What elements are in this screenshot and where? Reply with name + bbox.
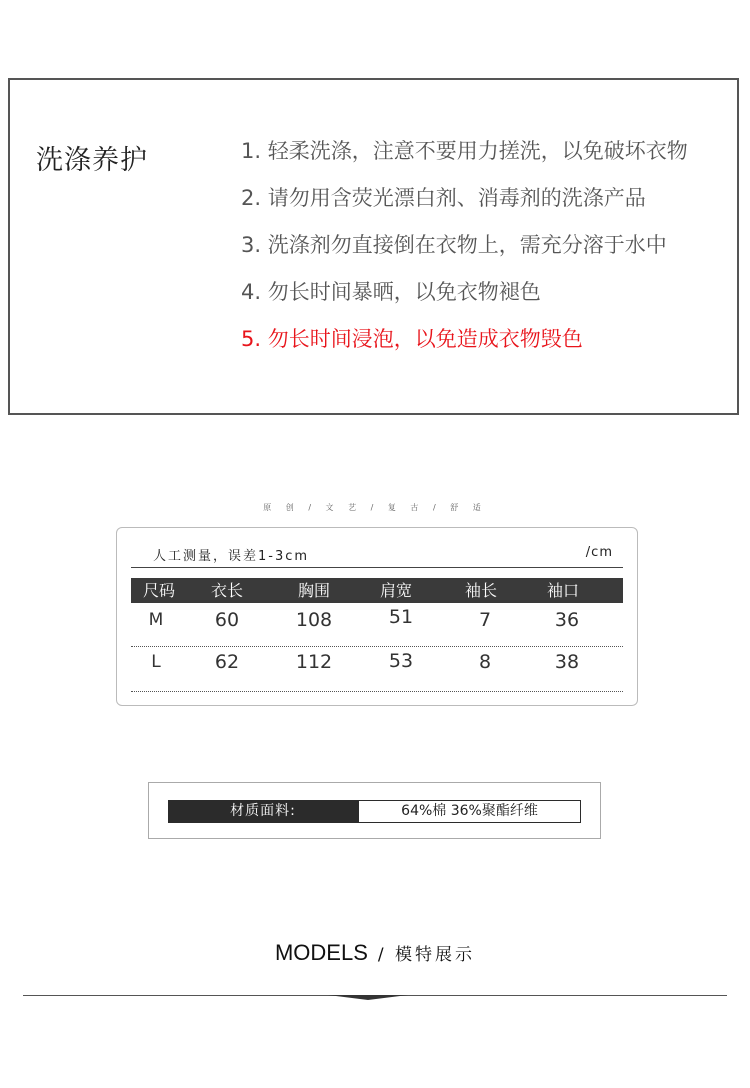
header-cell: 肩宽 xyxy=(379,581,412,600)
models-title-cn: / 模特展示 xyxy=(377,945,476,965)
care-item: 2. 请勿用含荧光漂白剂、消毒剂的洗涤产品 xyxy=(241,186,646,210)
header-cell: 袖长 xyxy=(464,581,497,600)
measurement-note: 人工测量，误差1-3cm xyxy=(153,549,310,564)
header-cell: 胸围 xyxy=(297,581,330,600)
care-item: 1. 轻柔洗涤，注意不要用力搓洗，以免破坏衣物 xyxy=(241,139,688,163)
care-instructions-box xyxy=(8,78,739,415)
size-chart xyxy=(116,527,638,706)
models-heading xyxy=(0,940,750,966)
care-list xyxy=(241,136,688,371)
models-title-en: MODELS xyxy=(274,940,368,965)
care-item: 4. 勿长时间暴晒，以免衣物褪色 xyxy=(241,280,541,304)
size-table-header xyxy=(131,578,623,603)
table-cell: 7 xyxy=(478,609,492,631)
table-cell: 62 xyxy=(214,651,240,673)
header-cell: 衣长 xyxy=(210,581,243,600)
table-cell: 53 xyxy=(388,650,414,672)
size-cell: L xyxy=(151,652,161,672)
header-cell: 尺码 xyxy=(142,581,175,600)
table-cell: 51 xyxy=(388,606,414,628)
brand-tagline: 原 创 / 文 艺 / 复 古 / 舒 适 xyxy=(263,503,487,512)
table-cell: 108 xyxy=(295,609,333,631)
divider-accent xyxy=(328,995,408,1000)
table-cell: 60 xyxy=(214,609,240,631)
material-value: 64%棉 36%聚酯纤维 xyxy=(358,800,581,823)
header-cell: 袖口 xyxy=(546,581,579,600)
care-item: 3. 洗涤剂勿直接倒在衣物上，需充分溶于水中 xyxy=(241,233,667,257)
table-row xyxy=(131,648,623,692)
table-cell: 112 xyxy=(295,651,333,673)
care-item-warning: 5. 勿长时间浸泡，以免造成衣物毁色 xyxy=(241,327,583,351)
size-cell: M xyxy=(148,610,164,630)
table-cell: 38 xyxy=(554,651,580,673)
care-title: 洗涤养护 xyxy=(36,145,148,176)
table-cell: 8 xyxy=(478,651,492,673)
material-box xyxy=(148,782,601,839)
unit-label: /cm xyxy=(585,545,613,560)
table-row xyxy=(131,606,623,647)
material-label: 材质面料: xyxy=(168,800,358,823)
table-cell: 36 xyxy=(554,609,580,631)
divider xyxy=(131,567,623,568)
